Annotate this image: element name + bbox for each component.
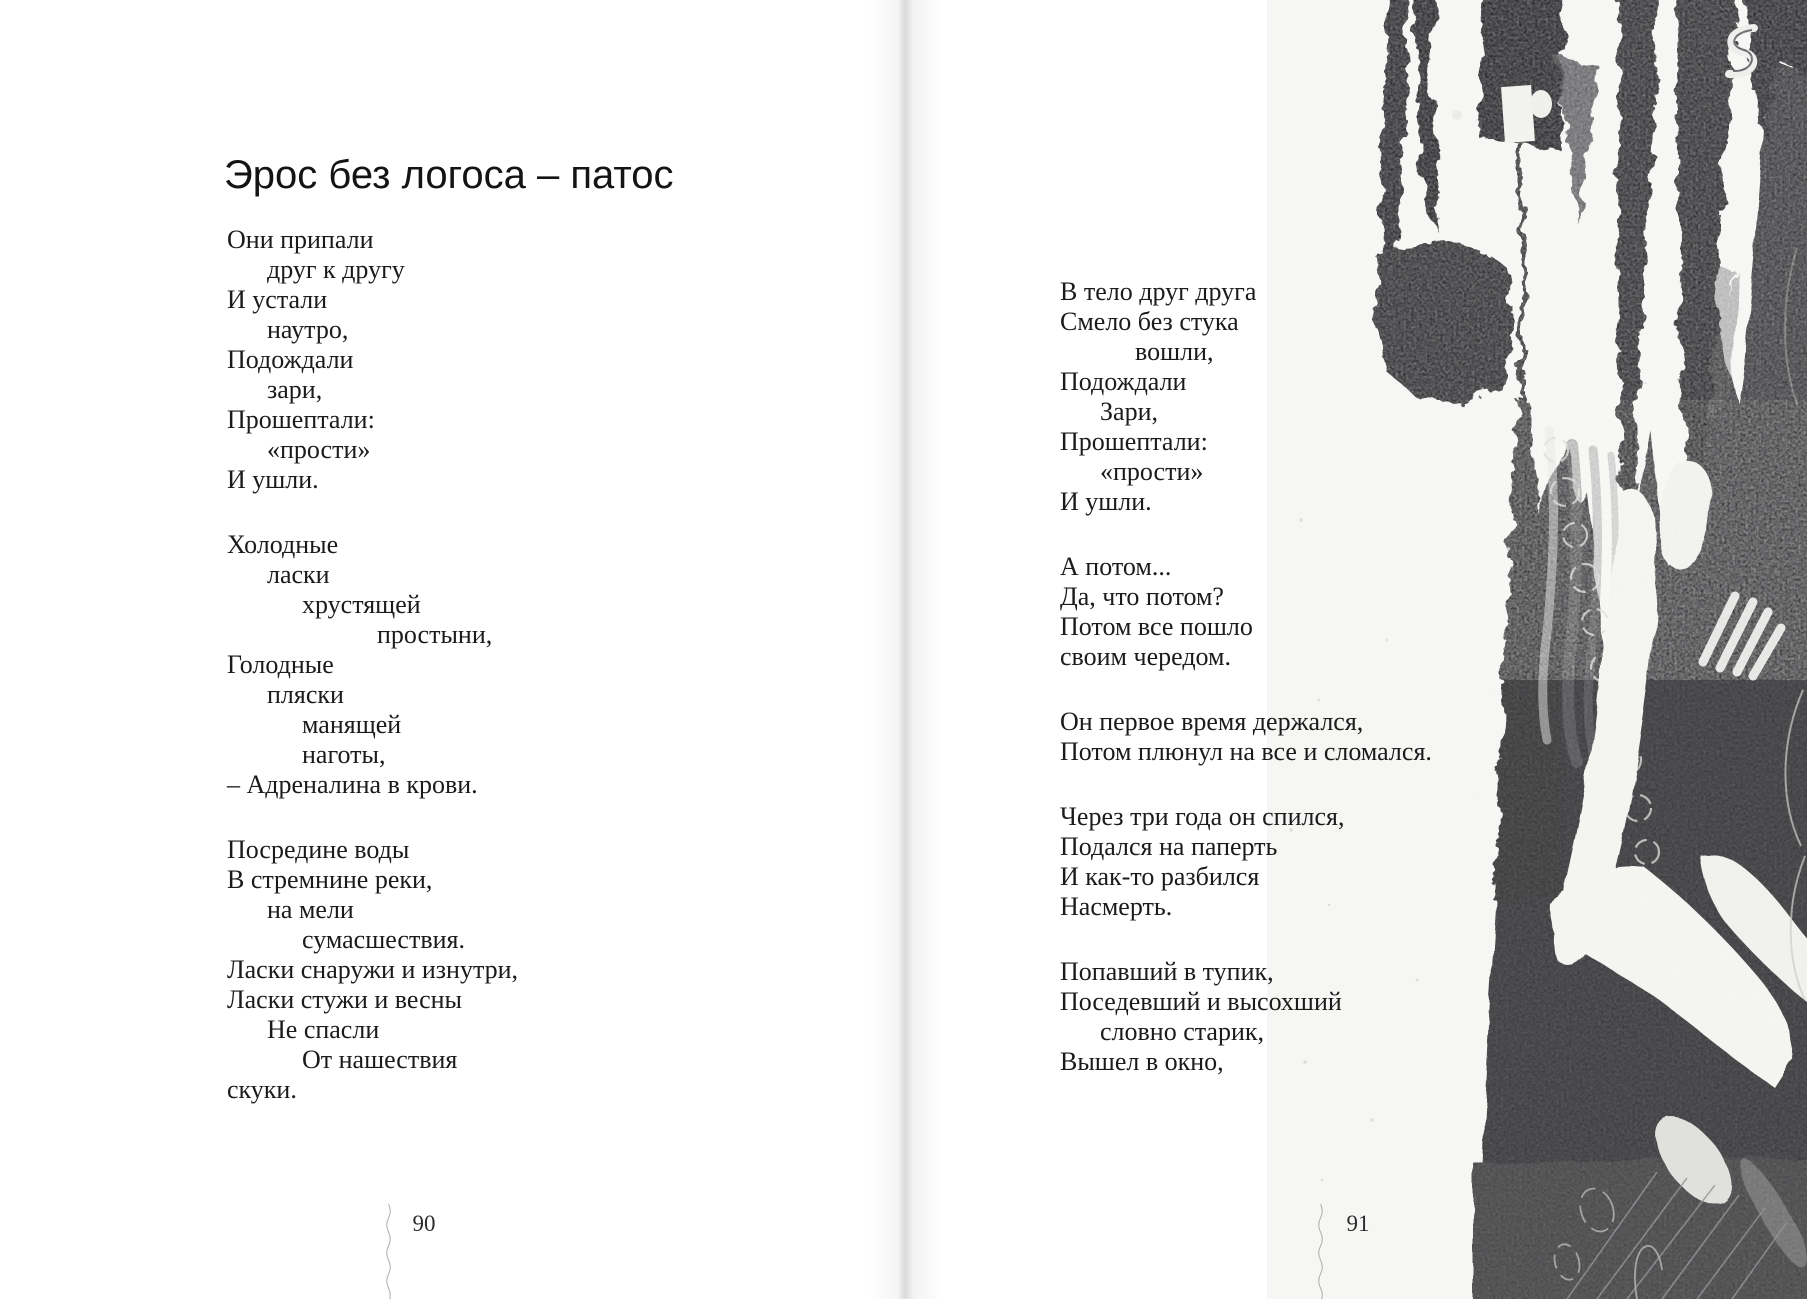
poem-line: вошли, [1135, 337, 1214, 366]
poem-line: Поседевший и высохший [1060, 987, 1342, 1016]
poem-line: Да, что потом? [1060, 582, 1224, 611]
poem-line: И как-то разбился [1060, 862, 1260, 891]
stanza [227, 530, 518, 800]
poem-line: Подался на паперть [1060, 832, 1278, 861]
page-number-left: 90 [412, 1211, 436, 1236]
spine-shadow [868, 0, 942, 1299]
poem-line: Подождали [227, 345, 354, 374]
poem-left-column [227, 225, 518, 1105]
poem-line: пляски [267, 680, 344, 709]
poem-line: простыни, [377, 620, 493, 649]
poem-line: Потом все пошло [1060, 612, 1253, 641]
poem-line: Через три года он спился, [1060, 802, 1345, 831]
poem-line: Вышел в окно, [1060, 1047, 1224, 1076]
poem-title: Эрос без логоса – патос [224, 153, 674, 197]
poem-line: Потом плюнул на все и сломался. [1060, 737, 1432, 766]
poem-line: Они припали [227, 225, 374, 254]
poem-line: «прости» [267, 435, 371, 464]
poem-right-column [1060, 277, 1432, 1077]
poem-line: И ушли. [227, 465, 319, 494]
stanza [1060, 707, 1432, 767]
poem-line: наутро, [267, 315, 349, 344]
footer-wavy-rule-right [1316, 1204, 1325, 1299]
poem-line: Подождали [1060, 367, 1187, 396]
stanza [227, 835, 518, 1105]
poem-line: От нашествия [302, 1045, 458, 1074]
poem-line: В тело друг друга [1060, 277, 1257, 306]
poem-line: зари, [267, 375, 323, 404]
poem-line: хрустящей [302, 590, 421, 619]
poem-line: словно старик, [1100, 1017, 1265, 1046]
poem-line: сумасшествия. [302, 925, 465, 954]
poem-line: наготы, [302, 740, 386, 769]
poem-line: В стремнине реки, [227, 865, 433, 894]
stanza [1060, 277, 1432, 517]
poem-line: Он первое время держался, [1060, 707, 1364, 736]
poem-line: Попавший в тупик, [1060, 957, 1274, 986]
poem-line: «прости» [1100, 457, 1204, 486]
poem-line: Прошептали: [227, 405, 375, 434]
poem-line: Насмерть. [1060, 892, 1173, 921]
poem-line: Посредине воды [227, 835, 410, 864]
poem-line: своим чередом. [1060, 642, 1232, 671]
poem-line: Прошептали: [1060, 427, 1208, 456]
poem-line: Ласки стужи и весны [227, 985, 463, 1014]
poem-line: Голодные [227, 650, 334, 679]
poem-line: И ушли. [1060, 487, 1152, 516]
poem-line: – Адреналина в крови. [227, 770, 478, 799]
poem-line: Зари, [1100, 397, 1158, 426]
page-number-right: 91 [1346, 1211, 1370, 1236]
poem-line: Холодные [227, 530, 339, 559]
poem-line: А потом... [1060, 552, 1172, 581]
footer-wavy-rule-left [384, 1204, 393, 1299]
poem-line: И устали [227, 285, 328, 314]
stanza [227, 225, 518, 495]
poem-line: на мели [267, 895, 354, 924]
poem-line: скуки. [227, 1075, 297, 1104]
stanza [1060, 957, 1432, 1077]
poem-line: Ласки снаружи и изнутри, [227, 955, 519, 984]
stanza [1060, 552, 1432, 672]
poem-line: ласки [267, 560, 330, 589]
poem-line: Смело без стука [1060, 307, 1239, 336]
poem-line: Не спасли [267, 1015, 380, 1044]
poem-line: манящей [302, 710, 402, 739]
stanza [1060, 802, 1432, 922]
poem-line: друг к другу [267, 255, 405, 284]
